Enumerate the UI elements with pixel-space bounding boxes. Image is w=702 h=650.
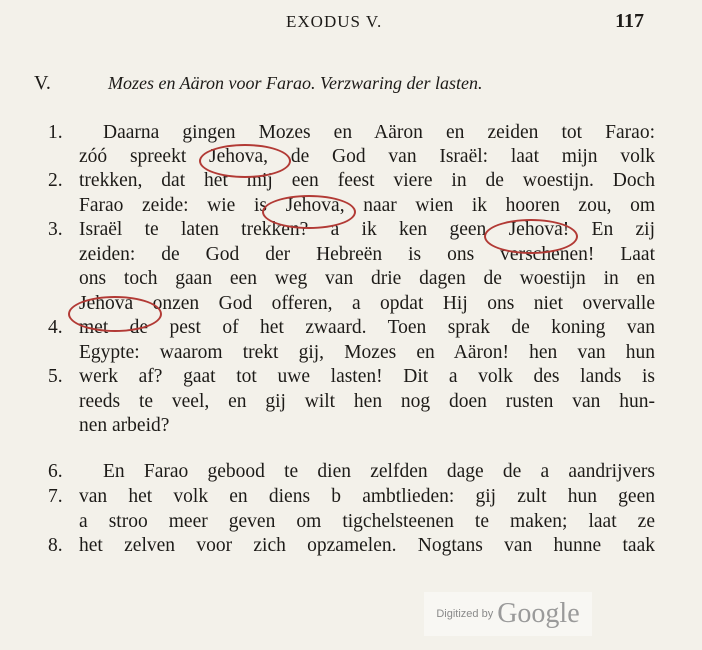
text-line [0, 241, 702, 268]
verse-number: 6. [48, 461, 63, 482]
text-line [0, 339, 702, 366]
line-text: Daarna gingen Mozes en Aäron en zeiden tot Farao: [103, 122, 655, 143]
line-text: ons toch gaan een weg van drie dagen de woestijn in en [79, 268, 655, 289]
text-line [0, 314, 702, 341]
line-text: En Farao gebood te dien zelfden dage de a aandrijvers [103, 461, 655, 482]
verse-number: 2. [48, 170, 63, 191]
text-line [0, 290, 702, 317]
line-text: zóó spreekt Jehova, de God van Israël: laat mijn volk [79, 146, 655, 167]
line-text: van het volk en diens b ambtlieden: gij zult hun geen [79, 486, 655, 507]
page-number: 117 [615, 10, 644, 32]
google-logo: Google [497, 598, 580, 629]
line-text: Egypte: waarom trekt gij, Mozes en Aäron! hen van hun [79, 342, 655, 363]
text-line [0, 532, 702, 559]
line-text: zeiden: de God der Hebreën is ons verschenen! Laat [79, 244, 655, 265]
chapter-numeral: V. [34, 72, 51, 94]
running-header: EXODUS V. [286, 12, 383, 31]
verse-number: 1. [48, 122, 63, 143]
verse-number: 3. [48, 219, 63, 240]
text-line [0, 458, 702, 485]
line-text: trekken, dat het mij een feest viere in de woestijn. Doch [79, 170, 655, 191]
verse-number: 4. [48, 317, 63, 338]
line-text: a stroo meer geven om tigchelsteenen te maken; laat ze [79, 511, 655, 532]
text-line [0, 167, 702, 194]
digitized-watermark [424, 592, 592, 636]
text-line [0, 216, 702, 243]
watermark-prefix: Digitized by [436, 608, 494, 620]
line-text: werk af? gaat tot uwe lasten! Dit a volk des lands is [79, 366, 655, 387]
text-line [0, 483, 702, 510]
line-text: Farao zeide: wie is Jehova, naar wien ik hooren zou, om [79, 195, 655, 216]
line-text: nen arbeid? [79, 415, 170, 436]
verse-number: 8. [48, 535, 63, 556]
text-line [0, 265, 702, 292]
text-line [0, 119, 702, 146]
verse-number: 5. [48, 366, 63, 387]
chapter-heading: Mozes en Aäron voor Farao. Verzwaring der lasten. [108, 73, 483, 93]
line-text: met de pest of het zwaard. Toen sprak de koning van [79, 317, 655, 338]
text-line [0, 192, 702, 219]
line-text: reeds te veel, en gij wilt hen nog doen rusten van hun- [79, 391, 655, 412]
text-line [0, 388, 702, 415]
text-line [0, 412, 702, 439]
line-text: Jehova onzen God offeren, a opdat Hij ons niet overvalle [79, 293, 655, 314]
line-text: Israël te laten trekken? a ik ken geen Jehova! En zij [79, 219, 655, 240]
text-line [0, 508, 702, 535]
verse-number: 7. [48, 486, 63, 507]
text-line [0, 363, 702, 390]
line-text: het zelven voor zich opzamelen. Nogtans van hunne taak [79, 535, 655, 556]
text-line [0, 143, 702, 170]
